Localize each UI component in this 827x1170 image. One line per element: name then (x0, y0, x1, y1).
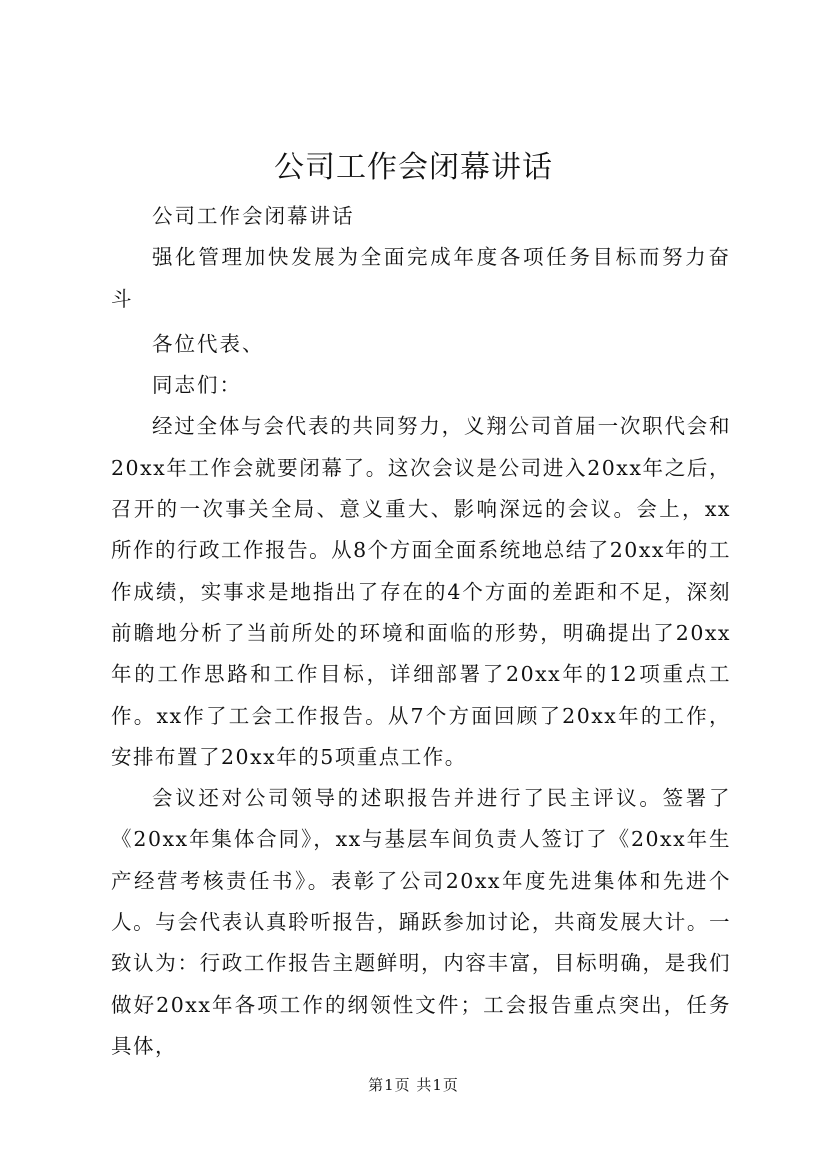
paragraph-heading: 公司工作会闭幕讲话 (152, 204, 355, 228)
page-footer: 第1页 共1页 (368, 1076, 459, 1094)
document-body (111, 196, 731, 1067)
document-title: 公司工作会闭幕讲话 (274, 150, 553, 185)
paragraph-salutation-delegates: 各位代表、 (152, 331, 265, 356)
paragraph-salutation-comrades: 同志们： (152, 373, 242, 398)
paragraph-body-1: 经过全体与会代表的共同努力，义翔公司首届一次职代会和20xx年工作会就要闭幕了。这次会议是公司进入20xx年之后，召开的一次事关全局、意义重大、影响深远的会议。会上，xx所作的行政工作报告。从8个方面全面系统地总结了20xx年的工作成绩，实事求是地指出了存在的4个方面的差距和不足，深刻前瞻地分析了当前所处的环境和面临的形势，明确提出了20xx年的工作思路和工作目标，详细部署了20xx年的12项重点工作。xx作了工会工作报告。从7个方面回顾了20xx年的工作，安排布置了20xx年的5项重点工作。 (111, 414, 731, 769)
paragraph-body-2: 会议还对公司领导的述职报告并进行了民主评议。签署了《20xx年集体合同》，xx与基层车间负责人签订了《20xx年生产经营考核责任书》。表彰了公司20xx年度先进集体和先进个人。与会代表认真聆听报告，踊跃参加讨论，共商发展大计。一致认为：行政工作报告主题鲜明，内容丰富，目标明确，是我们做好20xx年各项工作的纲领性文件；工会报告重点突出，任务具体， (111, 786, 731, 1058)
paragraph-subtitle: 强化管理加快发展为全面完成年度各项任务目标而努力奋斗 (111, 245, 731, 311)
